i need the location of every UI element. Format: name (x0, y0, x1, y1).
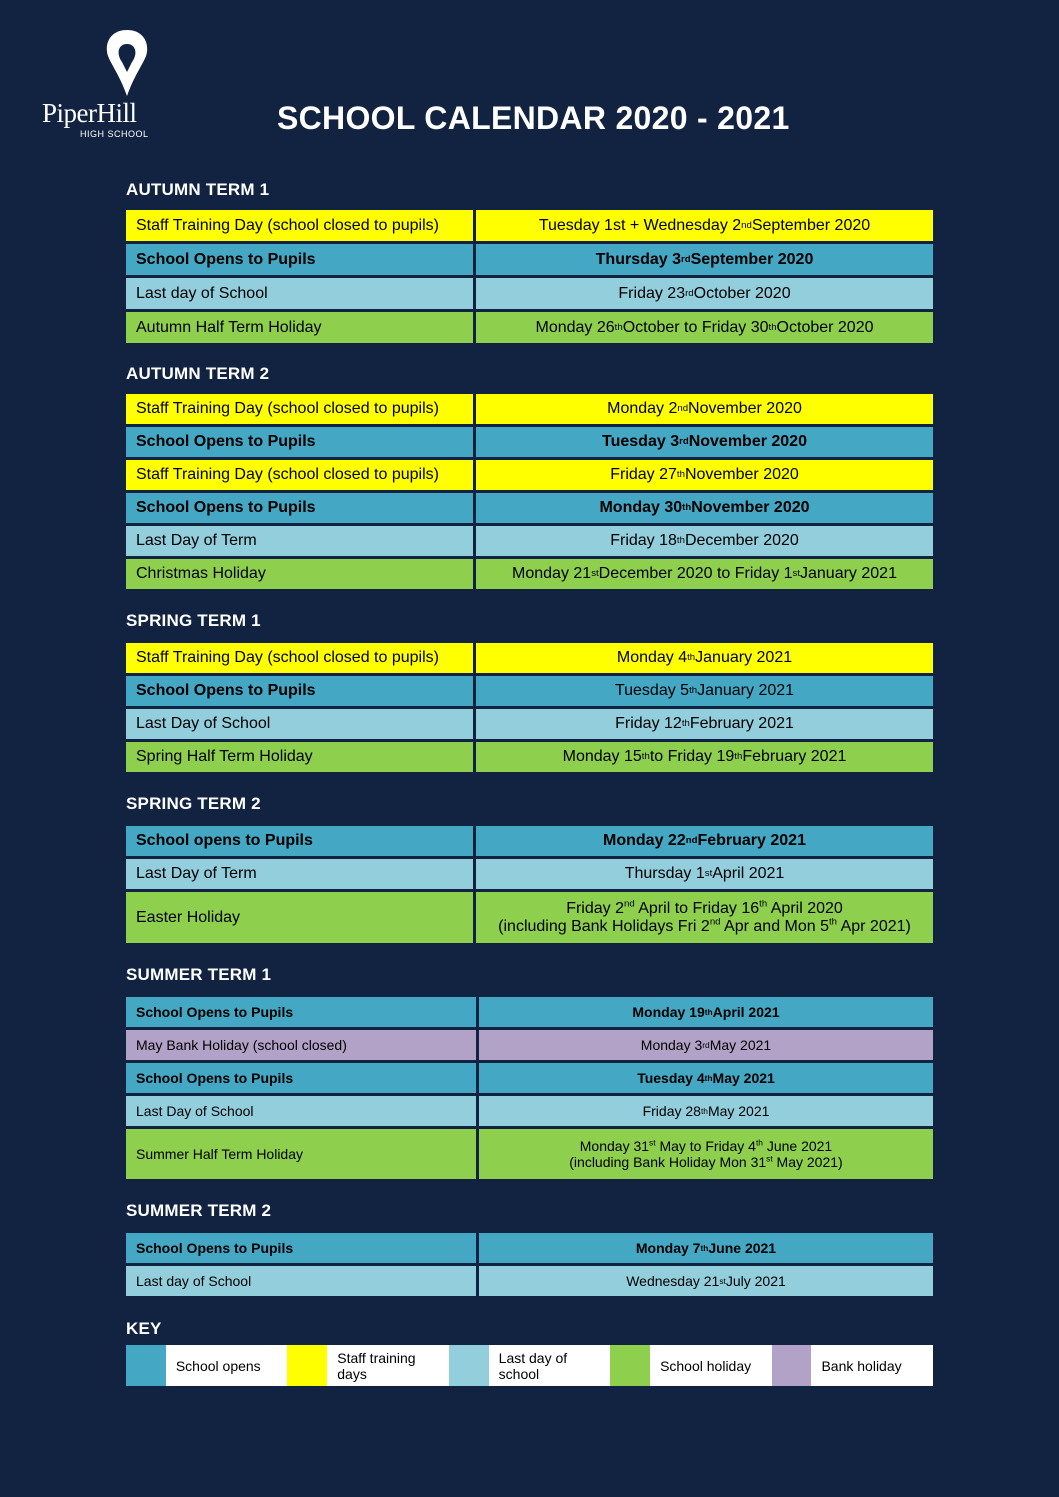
table-autumn-1 (126, 210, 933, 346)
key-swatch (610, 1345, 650, 1386)
event-date: Friday 27 th November 2020 (476, 460, 933, 490)
date-text: Tuesday 1st + Wednesday 2 (538, 216, 742, 234)
table-row (126, 859, 933, 889)
table-row (126, 312, 933, 343)
event-label: Christmas Holiday (126, 559, 473, 589)
logo-name: PiperHill (42, 98, 137, 128)
logo-subtitle: HIGH SCHOOL (80, 129, 149, 139)
date-text: February 2021 (697, 832, 806, 849)
table-row (126, 676, 933, 706)
date-text: Friday 12 (615, 715, 682, 732)
date-text: Thursday 1 (624, 865, 705, 882)
ordinal-suffix: th (755, 1137, 763, 1148)
date-text: September 2020 (751, 216, 871, 234)
event-date: Tuesday 4 th May 2021 (479, 1063, 933, 1093)
section-heading-spring-2: SPRING TERM 2 (126, 794, 261, 813)
date-text: November 2020 (684, 466, 799, 483)
key-label: School holiday (650, 1345, 772, 1386)
date-text: Apr 2021) (837, 917, 911, 935)
date-text: (including Bank Holiday Mon 31 (569, 1154, 767, 1170)
table-row (126, 997, 933, 1027)
ordinal-suffix: th (829, 916, 838, 928)
event-label: Staff Training Day (school closed to pupils) (126, 394, 473, 424)
section-heading-autumn-1: AUTUMN TERM 1 (126, 180, 270, 199)
event-date: Friday 28 th May 2021 (479, 1096, 933, 1126)
table-row (126, 709, 933, 739)
event-date: Friday 12 th February 2021 (476, 709, 933, 739)
date-text: June 2021 (762, 1138, 833, 1154)
date-text: Tuesday 3 (602, 433, 680, 450)
table-spring-1 (126, 643, 933, 775)
date-text: January 2021 (800, 565, 897, 582)
table-row (126, 1233, 933, 1263)
table-row (126, 826, 933, 856)
table-row (126, 278, 933, 309)
date-text: June 2021 (708, 1240, 777, 1256)
ordinal-suffix: nd (709, 916, 721, 928)
date-text: Monday 15 (562, 748, 642, 765)
date-text: May 2021 (709, 1037, 772, 1053)
key-label: Bank holiday (811, 1345, 933, 1386)
date-text: Thursday 3 (595, 250, 682, 268)
ordinal-suffix: th (759, 898, 768, 910)
event-date: Monday 26 th October to Friday 30 th October 2020 (476, 312, 933, 343)
table-row (126, 1063, 933, 1093)
date-text: Monday 30 (599, 499, 683, 516)
table-row (126, 460, 933, 490)
key-label: School opens (166, 1345, 288, 1386)
date-text: Friday 28 (642, 1103, 701, 1119)
date-text: December 2020 (684, 532, 799, 549)
table-row (126, 1030, 933, 1060)
date-text: October 2020 (693, 284, 791, 302)
page-title: SCHOOL CALENDAR 2020 - 2021 (277, 100, 790, 136)
date-line (498, 918, 911, 936)
event-label: Spring Half Term Holiday (126, 742, 473, 772)
table-row (126, 493, 933, 523)
date-text: (including Bank Holidays Fri 2 (498, 917, 710, 935)
event-date: Tuesday 3 rd November 2020 (476, 427, 933, 457)
event-label: May Bank Holiday (school closed) (126, 1030, 476, 1060)
section-heading-autumn-2: AUTUMN TERM 2 (126, 364, 270, 383)
event-label: Last Day of School (126, 1096, 476, 1126)
date-text: Monday 26 (535, 318, 615, 336)
key-label: Last day of school (489, 1345, 611, 1386)
event-date: Friday 23 rd October 2020 (476, 278, 933, 309)
date-text: Friday 27 (610, 466, 677, 483)
date-text: November 2020 (688, 400, 802, 417)
event-date: Monday 22 nd February 2021 (476, 826, 933, 856)
date-text: November 2020 (691, 499, 810, 516)
date-text: Apr and Mon 5 (720, 917, 829, 935)
date-text: April to Friday 16 (634, 899, 760, 917)
date-text: January 2021 (695, 649, 793, 666)
event-date: Monday 15 th to Friday 19 th February 2021 (476, 742, 933, 772)
event-label: Last Day of School (126, 709, 473, 739)
ordinal-suffix: st (766, 1153, 773, 1164)
event-date: Tuesday 5 th January 2021 (476, 676, 933, 706)
date-text: Monday 7 (635, 1240, 701, 1256)
table-row (126, 1266, 933, 1296)
event-label: Last day of School (126, 278, 473, 309)
table-summer-1 (126, 997, 933, 1182)
date-text: January 2021 (697, 682, 795, 699)
key-legend (126, 1345, 933, 1386)
date-text: Monday 19 (632, 1004, 705, 1020)
table-row (126, 1096, 933, 1126)
event-label: School Opens to Pupils (126, 427, 473, 457)
event-label: Last day of School (126, 1266, 476, 1296)
date-line (569, 1154, 842, 1170)
key-heading: KEY (126, 1319, 162, 1338)
date-text: Tuesday 5 (614, 682, 690, 699)
date-text: Monday 31 (579, 1138, 650, 1154)
event-date: Monday 2 nd November 2020 (476, 394, 933, 424)
event-date: Monday 21 st December 2020 to Friday 1 st January 2021 (476, 559, 933, 589)
section-heading-summer-2: SUMMER TERM 2 (126, 1201, 272, 1220)
event-label: Easter Holiday (126, 892, 473, 943)
event-date (479, 1129, 933, 1179)
date-text: Friday 2 (566, 899, 624, 917)
table-row (126, 643, 933, 673)
table-row (126, 1129, 933, 1179)
date-text: May 2021 (712, 1070, 775, 1086)
table-row (126, 244, 933, 275)
ordinal-suffix: st (649, 1137, 656, 1148)
event-label: School Opens to Pupils (126, 493, 473, 523)
table-row (126, 526, 933, 556)
date-text: Monday 3 (640, 1037, 703, 1053)
date-text: Tuesday 4 (637, 1070, 705, 1086)
table-spring-2 (126, 826, 933, 946)
key-label: Staff training days (327, 1345, 449, 1386)
section-heading-summer-1: SUMMER TERM 1 (126, 965, 272, 984)
date-text: Monday 4 (616, 649, 688, 666)
section-heading-spring-1: SPRING TERM 1 (126, 611, 261, 630)
table-row (126, 210, 933, 241)
event-label: Staff Training Day (school closed to pupils) (126, 460, 473, 490)
date-text: to Friday 19 (649, 748, 735, 765)
date-text: October to Friday 30 (622, 318, 769, 336)
date-text: Wednesday 21 (626, 1273, 720, 1289)
date-text: Friday 18 (610, 532, 677, 549)
table-autumn-2 (126, 394, 933, 592)
date-text: May 2021) (772, 1154, 843, 1170)
event-label: School Opens to Pupils (126, 1233, 476, 1263)
event-date: Monday 4 th January 2021 (476, 643, 933, 673)
date-text: April 2020 (767, 899, 843, 917)
date-text: December 2020 to Friday 1 (598, 565, 793, 582)
date-text: Monday 21 (512, 565, 592, 582)
date-text: Monday 22 (603, 832, 686, 849)
event-date: Friday 18 th December 2020 (476, 526, 933, 556)
event-label: Staff Training Day (school closed to pupils) (126, 643, 473, 673)
event-label: School Opens to Pupils (126, 676, 473, 706)
date-line (566, 900, 843, 918)
date-text: February 2021 (742, 748, 847, 765)
school-logo (40, 28, 160, 143)
event-date: Monday 7 th June 2021 (479, 1233, 933, 1263)
event-date: Monday 30 th November 2020 (476, 493, 933, 523)
date-text: May 2021 (707, 1103, 770, 1119)
date-text: July 2021 (725, 1273, 786, 1289)
event-date: Monday 19 th April 2021 (479, 997, 933, 1027)
pin-logo-icon (102, 28, 152, 98)
event-label: Autumn Half Term Holiday (126, 312, 473, 343)
event-label: Staff Training Day (school closed to pupils) (126, 210, 473, 241)
event-label: School opens to Pupils (126, 826, 473, 856)
event-label: Last Day of Term (126, 526, 473, 556)
date-text: April 2021 (712, 1004, 780, 1020)
date-text: May to Friday 4 (655, 1138, 756, 1154)
table-row (126, 892, 933, 943)
table-summer-2 (126, 1233, 933, 1299)
event-label: Summer Half Term Holiday (126, 1129, 476, 1179)
date-text: October 2020 (776, 318, 874, 336)
key-swatch (126, 1345, 166, 1386)
key-swatch (449, 1345, 489, 1386)
table-row (126, 394, 933, 424)
date-text: April 2021 (712, 865, 785, 882)
table-row (126, 559, 933, 589)
key-swatch (772, 1345, 812, 1386)
date-text: Friday 23 (618, 284, 686, 302)
event-label: School Opens to Pupils (126, 997, 476, 1027)
event-label: School Opens to Pupils (126, 1063, 476, 1093)
event-label: School Opens to Pupils (126, 244, 473, 275)
event-label: Last Day of Term (126, 859, 473, 889)
date-text: November 2020 (688, 433, 807, 450)
event-date: Tuesday 1st + Wednesday 2 nd September 2020 (476, 210, 933, 241)
date-text: September 2020 (690, 250, 814, 268)
date-text: Monday 2 (607, 400, 678, 417)
event-date: Wednesday 21 st July 2021 (479, 1266, 933, 1296)
ordinal-suffix: nd (624, 898, 635, 910)
event-date: Thursday 1 st April 2021 (476, 859, 933, 889)
key-swatch (287, 1345, 327, 1386)
table-row (126, 427, 933, 457)
date-text: February 2021 (689, 715, 794, 732)
event-date (476, 892, 933, 943)
table-row (126, 742, 933, 772)
event-date: Monday 3 rd May 2021 (479, 1030, 933, 1060)
date-line (580, 1138, 832, 1154)
event-date: Thursday 3 rd September 2020 (476, 244, 933, 275)
